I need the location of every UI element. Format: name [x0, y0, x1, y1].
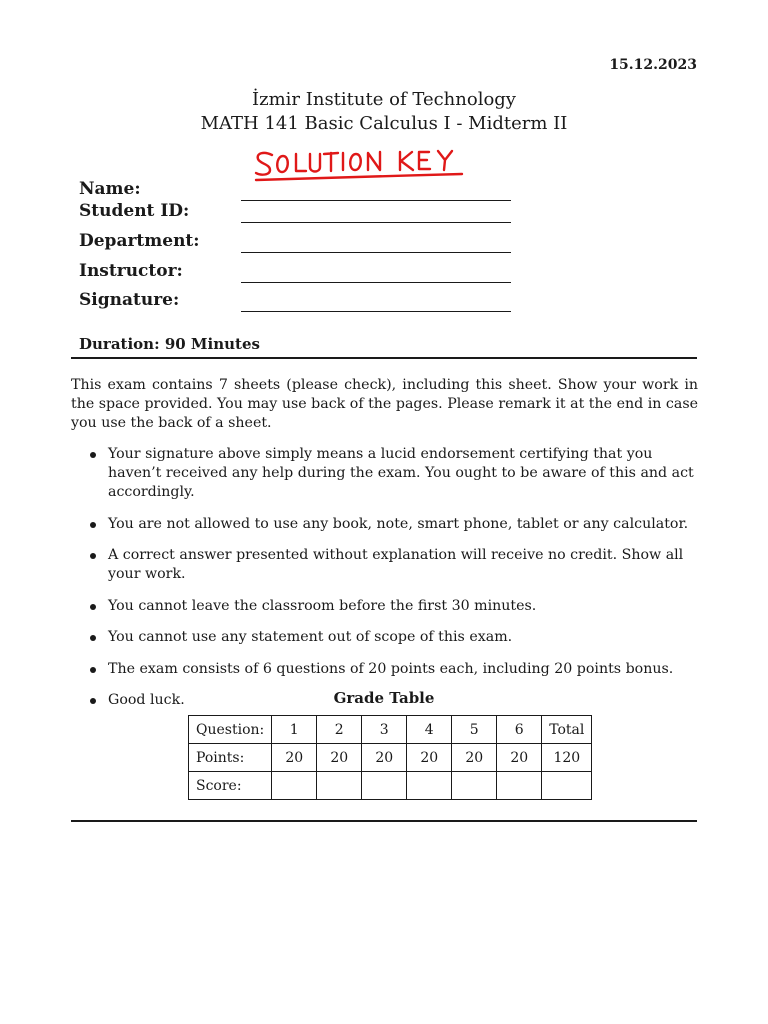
rule-text: Your signature above simply means a lucid endorsement certifying that you haven’t received any help during the exam. You ought to be aware of this and act accordingly.	[108, 446, 694, 500]
rule-item	[88, 546, 698, 584]
rule-item	[88, 628, 698, 647]
department-field[interactable]	[79, 227, 519, 253]
points-row	[189, 744, 592, 772]
points-row-label: Points:	[189, 744, 272, 772]
institution-name: İzmir Institute of Technology	[252, 89, 516, 110]
score-row	[189, 772, 592, 800]
name-label: Name:	[79, 179, 141, 199]
question-number: 2	[317, 716, 362, 744]
points-cell: 20	[272, 744, 317, 772]
score-cell[interactable]	[317, 772, 362, 800]
bullet-icon	[90, 452, 96, 458]
exam-duration: Duration: 90 Minutes	[79, 335, 260, 353]
rule-text: You cannot use any statement out of scope of this exam.	[108, 629, 513, 645]
student-id-field[interactable]	[79, 197, 519, 223]
bullet-icon	[90, 635, 96, 641]
rule-item	[88, 445, 698, 502]
signature-line	[241, 311, 511, 312]
rule-item	[88, 515, 698, 534]
points-cell: 20	[317, 744, 362, 772]
points-total-cell: 120	[542, 744, 592, 772]
score-cell[interactable]	[272, 772, 317, 800]
grade-table	[188, 715, 592, 800]
bullet-icon	[90, 522, 96, 528]
exam-rules-list	[88, 445, 698, 723]
exam-date: 15.12.2023	[609, 57, 697, 73]
points-cell: 20	[452, 744, 497, 772]
course-title: MATH 141 Basic Calculus I - Midterm II	[200, 113, 568, 134]
department-label: Department:	[79, 231, 200, 251]
title-block	[0, 88, 768, 136]
signature-field[interactable]	[79, 286, 519, 312]
score-row-label: Score:	[189, 772, 272, 800]
student-id-line	[241, 222, 511, 223]
bullet-icon	[90, 604, 96, 610]
score-cell[interactable]	[497, 772, 542, 800]
points-cell: 20	[362, 744, 407, 772]
bullet-icon	[90, 667, 96, 673]
exam-intro-paragraph: This exam contains 7 sheets (please check), including this sheet. Show your work in the space provided. You may use back of the pages. Please remark it at the end in case you use the back of a sheet.	[71, 377, 698, 431]
instructor-field[interactable]	[79, 257, 519, 283]
question-number: 1	[272, 716, 317, 744]
total-header: Total	[542, 716, 592, 744]
score-total-cell[interactable]	[542, 772, 592, 800]
question-number: 5	[452, 716, 497, 744]
department-line	[241, 252, 511, 253]
score-cell[interactable]	[362, 772, 407, 800]
question-number: 4	[407, 716, 452, 744]
signature-label: Signature:	[79, 290, 180, 310]
score-cell[interactable]	[407, 772, 452, 800]
student-id-label: Student ID:	[79, 201, 190, 221]
rule-text: The exam consists of 6 questions of 20 points each, including 20 points bonus.	[108, 660, 674, 677]
grade-table-title: Grade Table	[333, 689, 435, 707]
instructor-line	[241, 282, 511, 283]
question-row	[189, 716, 592, 744]
rule-text: Good luck.	[108, 692, 185, 708]
points-cell: 20	[407, 744, 452, 772]
bullet-icon	[90, 553, 96, 559]
points-cell: 20	[497, 744, 542, 772]
rule-item	[88, 660, 698, 679]
score-cell[interactable]	[452, 772, 497, 800]
question-number: 6	[497, 716, 542, 744]
instructor-label: Instructor:	[79, 261, 183, 281]
question-row-label: Question:	[189, 716, 272, 744]
rule-text: A correct answer presented without explanation will receive no credit. Show all your work.	[108, 547, 684, 582]
rule-item	[88, 597, 698, 616]
rule-text: You are not allowed to use any book, note, smart phone, tablet or any calculator.	[108, 515, 689, 532]
bottom-divider	[71, 820, 697, 822]
question-number: 3	[362, 716, 407, 744]
rule-text: You cannot leave the classroom before the first 30 minutes.	[108, 597, 537, 614]
top-divider	[71, 357, 697, 359]
